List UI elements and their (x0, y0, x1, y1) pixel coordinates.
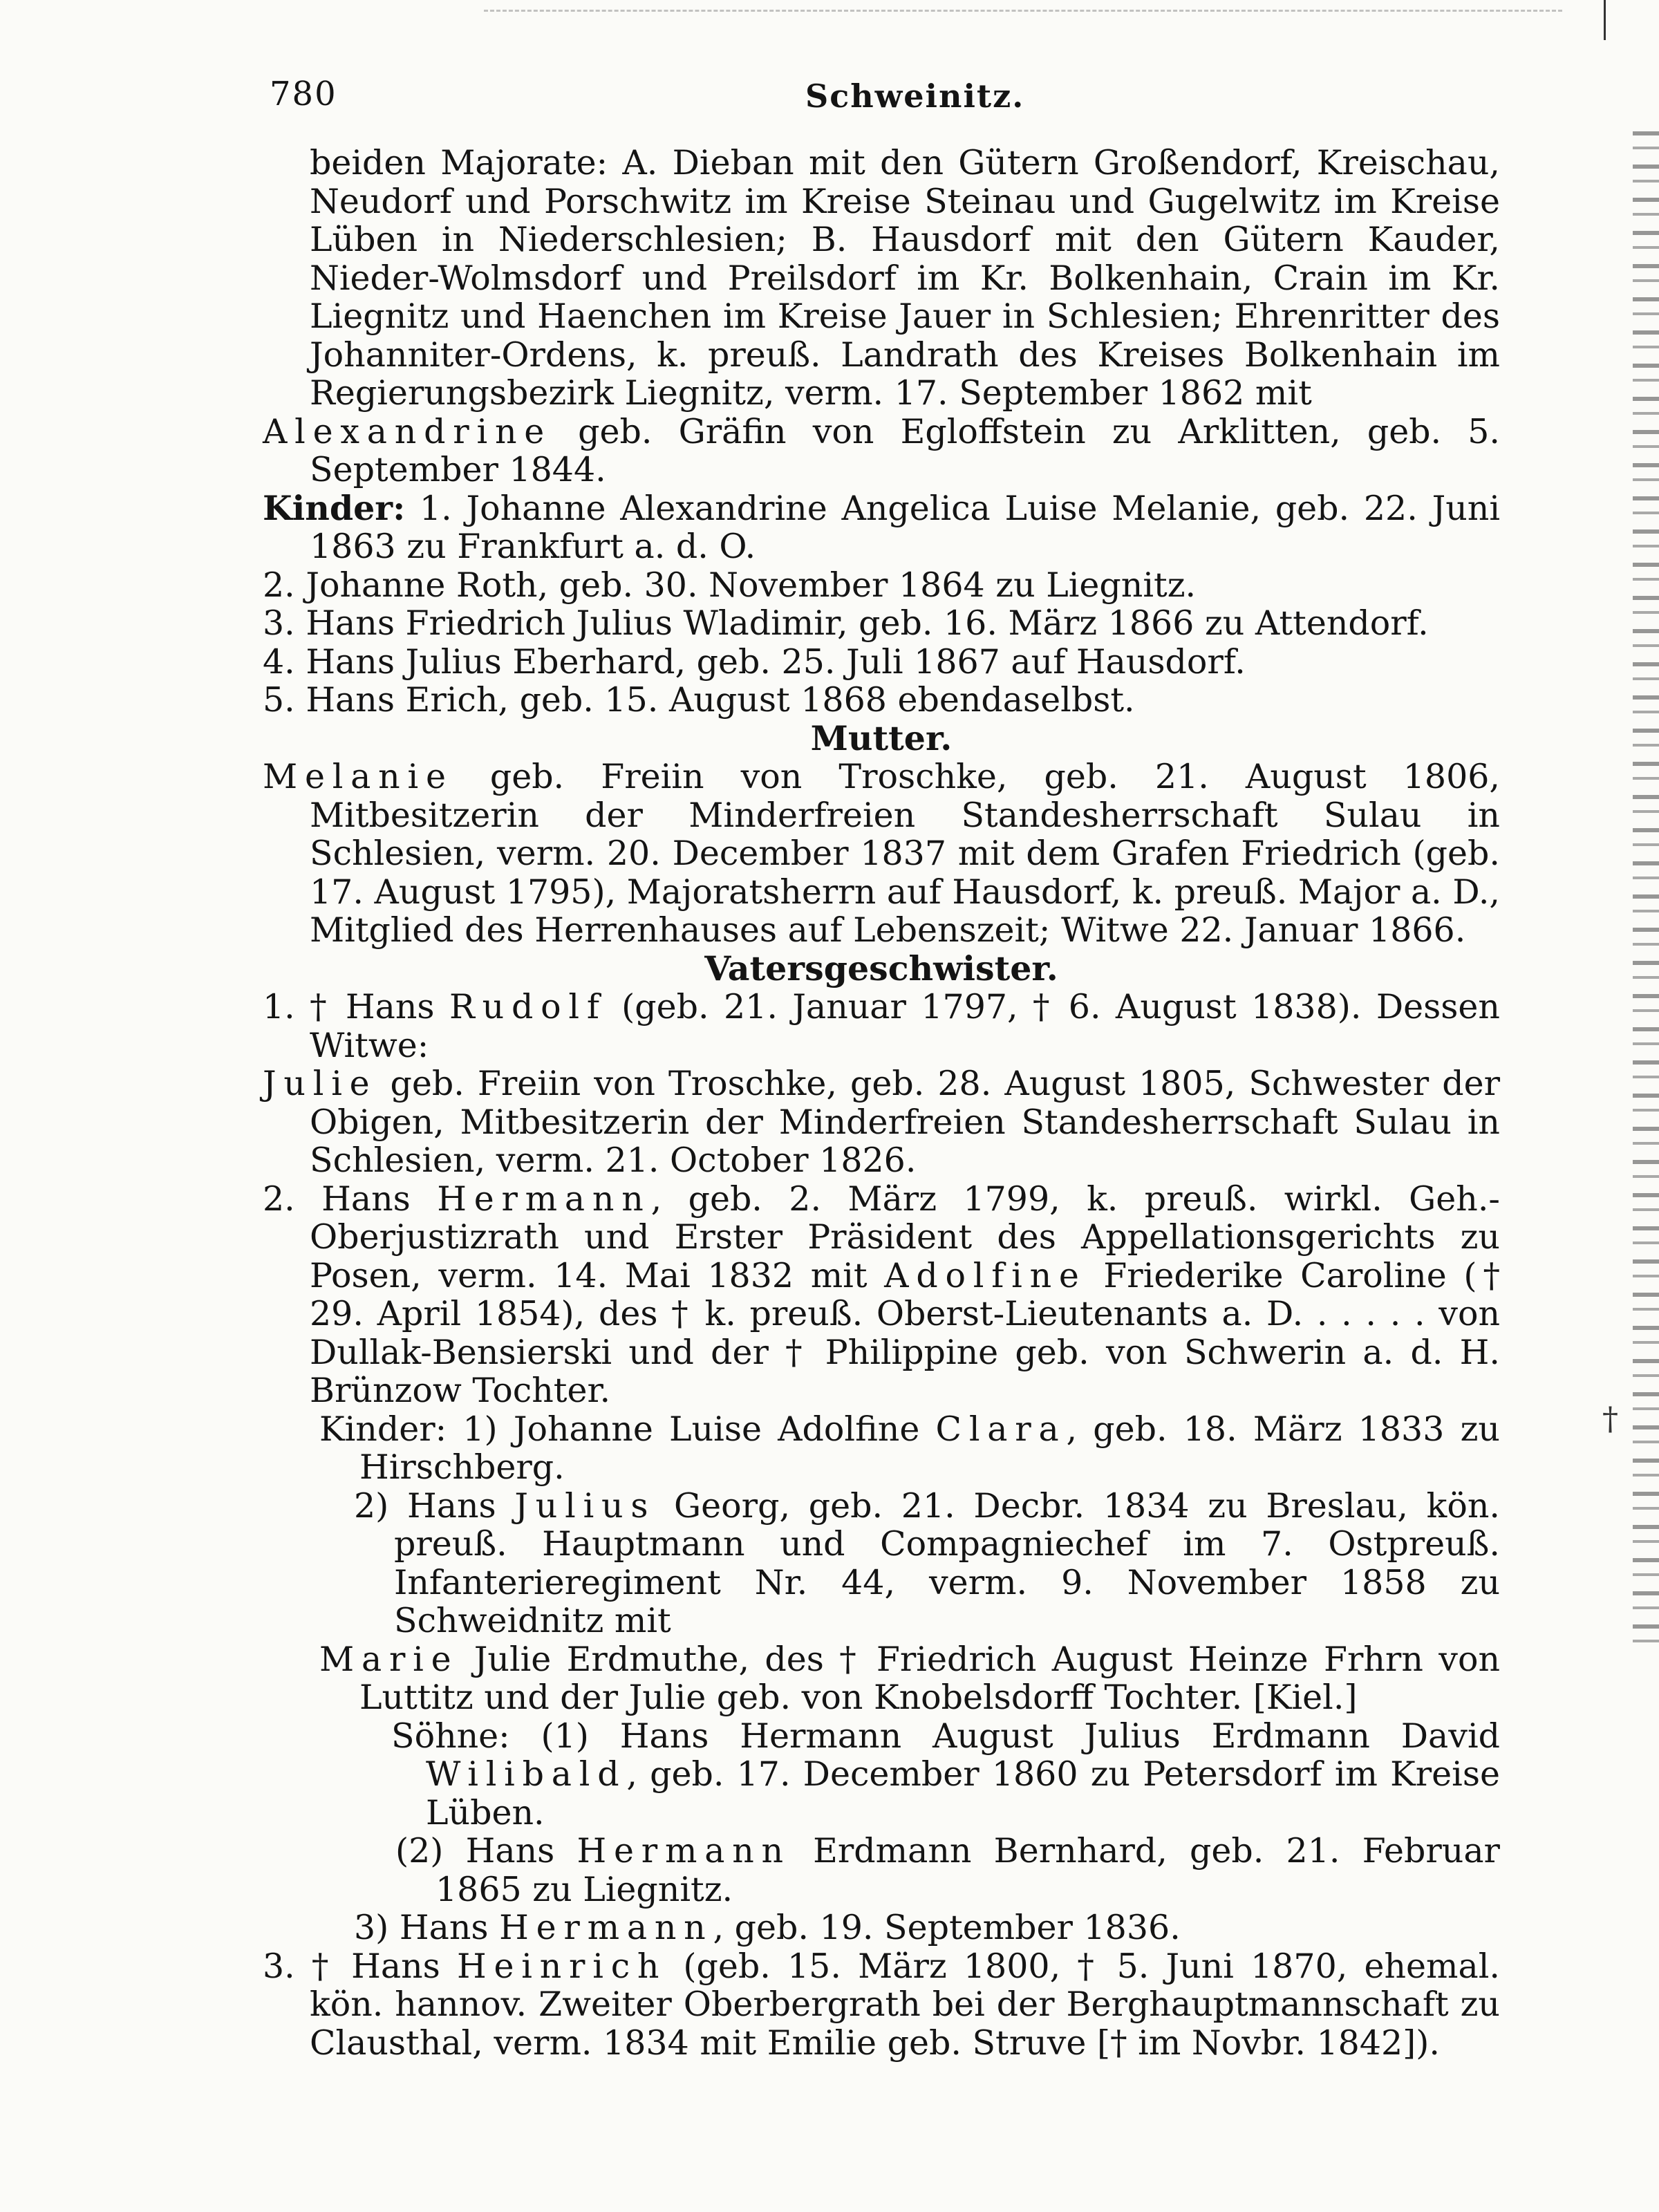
gutter-line (1604, 0, 1606, 40)
paragraph-julius: 2) Hans Julius Georg, geb. 21. Decbr. 1834 zu Breslau, kön. preuß. Hauptmann und Compagniechef im 7. Ostpreuß. Infanterieregiment Nr. 44, verm. 9. November 1858 zu Schweidnitz mit (354, 1485, 1500, 1640)
list-item: 2. Johanne Roth, geb. 30. November 1864 zu Liegnitz. (263, 565, 1197, 605)
facing-page-bleed (1633, 131, 1659, 1652)
paragraph-heinrich: 3. † Hans Heinrich (geb. 15. März 1800, † 5. Juni 1870, ehemal. kön. hannov. Zweiter Oberbergrath bei der Berghauptmannschaft zu Clausthal, verm. 1834 mit Emilie geb. Struve [† im Novbr. 1842]). (263, 1946, 1500, 2063)
page-text (263, 144, 1500, 2062)
name-julius: Julius (514, 1485, 656, 1526)
name-wilibald: Wilibald (426, 1754, 627, 1794)
paragraph-julie: Julie geb. Freiin von Troschke, geb. 28. August 1805, Schwester der Obigen, Mitbesitzerin der Minderfreien Standesherrschaft Sulau in Schlesien, verm. 21. October 1826. (263, 1064, 1500, 1180)
name-rudolf: Rudolf (449, 987, 607, 1027)
paragraph-majorate: beiden Majorate: A. Dieban mit den Gütern Großendorf, Kreischau, Neudorf und Porschwitz im Kreise Steinau und Gugelwitz im Kreise Lüben in Niederschlesien; B. Hausdorf mit den Gütern Kauder, Nieder-Wolmsdorf und Preilsdorf im Kr. Bolkenhain, Crain im Kr. Liegnitz und Haenchen im Kreise Jauer in Schlesien; Ehrenritter des Johanniter-Ordens, k. preuß. Landrath des Kreises Bolkenhain im Regierungsbezirk Liegnitz, verm. 17. September 1862 mit (310, 143, 1500, 413)
paragraph-kinder: Kinder: 1. Johanne Alexandrine Angelica Luise Melanie, geb. 22. Juni 1863 zu Frankfurt a. d. O. (263, 487, 1500, 566)
list-item: 3. Hans Friedrich Julius Wladimir, geb. 16. März 1866 zu Attendorf. (263, 603, 1429, 643)
paragraph-alexandrine: Alexandrine geb. Gräfin von Egloffstein zu Arklitten, geb. 5. September 1844. (263, 411, 1500, 489)
paragraph-soehne: Söhne: (1) Hans Hermann August Julius Erdmann David Wilibald, geb. 17. December 1860 zu Petersdorf im Kreise Lüben. (391, 1716, 1500, 1833)
name-clara: Clara (935, 1409, 1067, 1449)
name-melanie: Melanie (263, 757, 453, 796)
heading-mutter: Mutter. (810, 718, 953, 758)
paragraph-hermann-bernhard: (2) Hans Hermann Erdmann Bernhard, geb. 21. Februar 1865 zu Liegnitz. (395, 1831, 1500, 1909)
name-heinrich: Heinrich (456, 1946, 667, 1986)
name-hermann-2: Hermann (577, 1831, 791, 1871)
list-item: 5. Hans Erich, geb. 15. August 1868 ebendaselbst. (263, 680, 1135, 720)
paragraph-kinder-clara: Kinder: 1) Johanne Luise Adolfine Clara, geb. 18. März 1833 zu Hirschberg. (319, 1409, 1500, 1487)
heading-vatersgeschwister: Vatersgeschwister. (704, 948, 1058, 988)
running-title: Schweinitz. (805, 77, 1025, 115)
name-hermann: Hermann (437, 1179, 651, 1219)
paragraph-marie: Marie Julie Erdmuthe, des † Friedrich August Heinze Frhrn von Luttitz und der Julie geb. von Knobelsdorff Tochter. [Kiel.] (319, 1639, 1500, 1717)
list-item: 4. Hans Julius Eberhard, geb. 25. Juli 1867 auf Hausdorf. (263, 641, 1246, 682)
paragraph-rudolf: 1. † Hans Rudolf (geb. 21. Januar 1797, † 6. August 1838). Dessen Witwe: (263, 987, 1500, 1065)
margin-dagger: † (1602, 1400, 1618, 1437)
name-julie: Julie (263, 1064, 377, 1103)
paragraph-melanie: Melanie geb. Freiin von Troschke, geb. 21. August 1806, Mitbesitzerin der Minderfreien Standesherrschaft Sulau in Schlesien, verm. 20. December 1837 mit dem Grafen Friedrich (geb. 17. August 1795), Majoratsherrn auf Hausdorf, k. preuß. Major a. D., Mitglied des Herrenhauses auf Lebenszeit; Witwe 22. Januar 1866. (263, 757, 1501, 950)
top-edge-line (484, 10, 1562, 12)
label-kinder: Kinder: (263, 487, 406, 528)
name-marie: Marie (319, 1639, 459, 1679)
name-adolfine: Adolfine (884, 1255, 1087, 1295)
page-number: 780 (270, 75, 337, 113)
paragraph-hermann-1836: 3) Hans Hermann, geb. 19. September 1836. (354, 1908, 1181, 1947)
name-hermann-3: Hermann (499, 1908, 713, 1947)
paragraph-hermann: 2. Hans Hermann, geb. 2. März 1799, k. preuß. wirkl. Geh.-Oberjustizrath und Erster Präsident des Appellationsgerichts zu Posen, verm. 14. Mai 1832 mit Adolfine Friederike Caroline († 29. April 1854), des † k. preuß. Oberst-Lieutenants a. D. . . . . . von Dullak-Bensierski und der † Philippine geb. von Schwerin a. d. H. Brünzow Tochter. (263, 1179, 1500, 1410)
name-alexandrine: Alexandrine (263, 411, 552, 451)
